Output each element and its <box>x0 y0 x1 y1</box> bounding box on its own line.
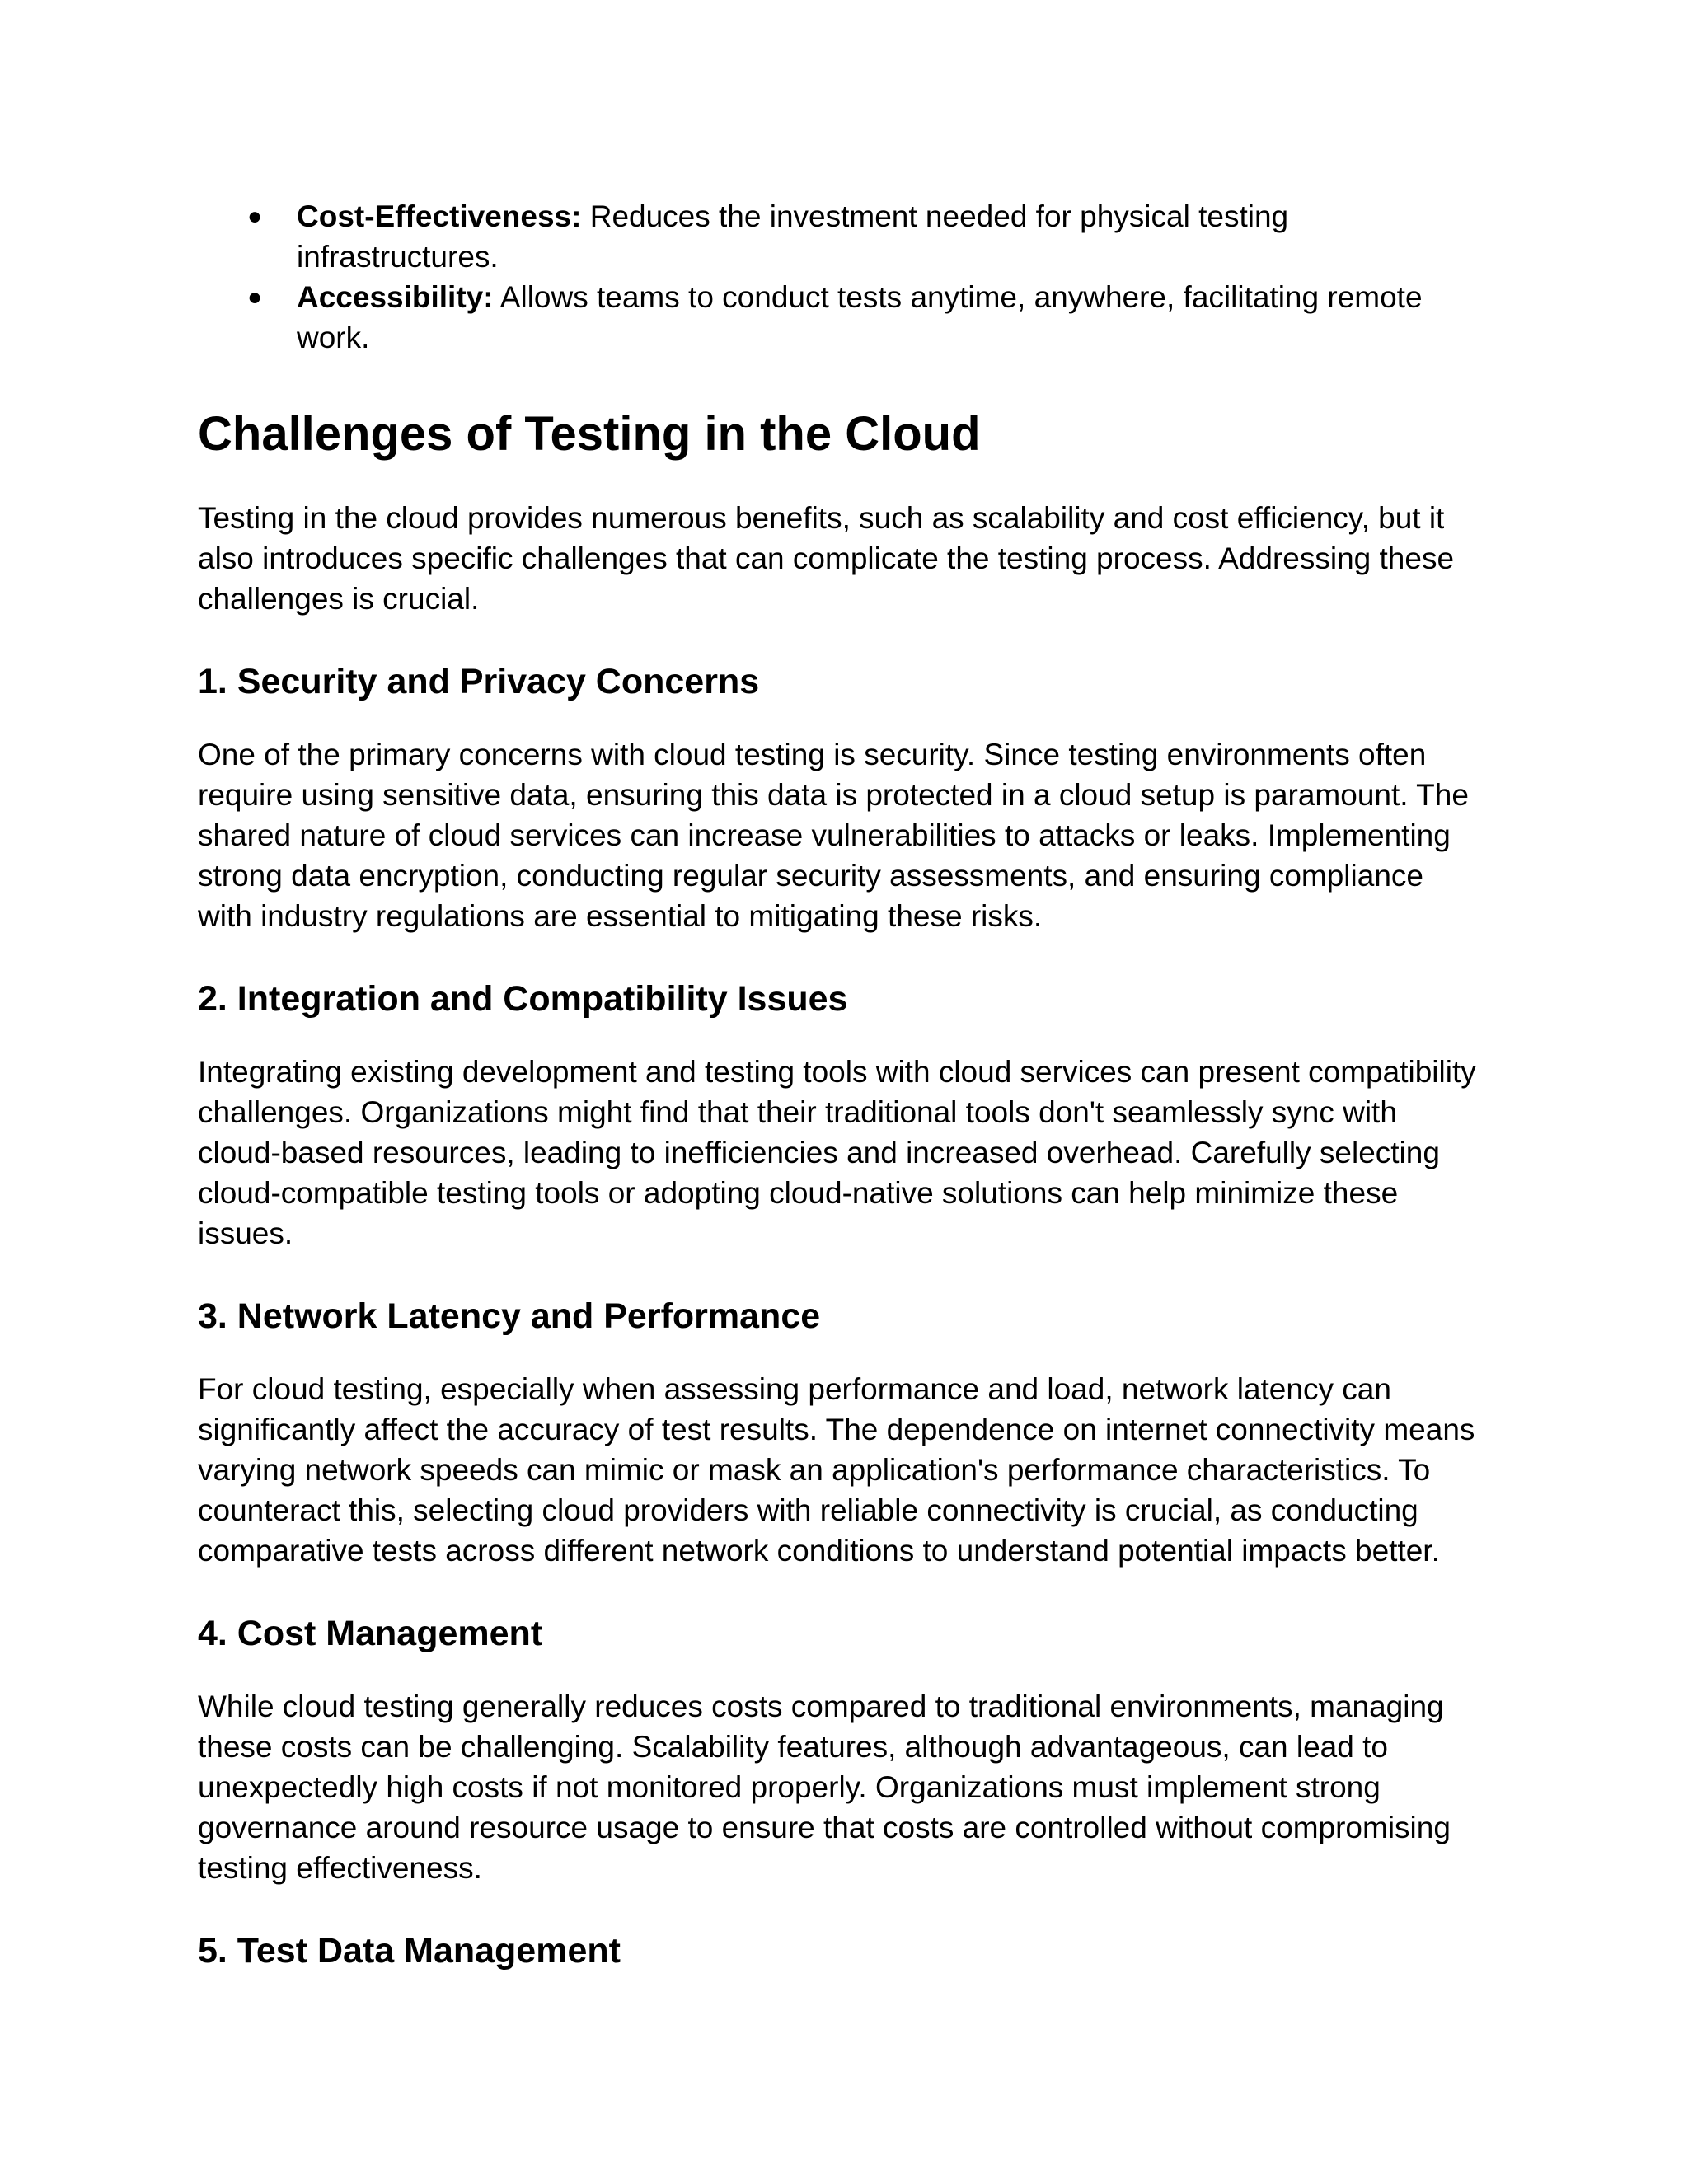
bullet-item-cost-effectiveness <box>198 196 1484 277</box>
intro-paragraph: Testing in the cloud provides numerous benefits, such as scalability and cost efficiency, but it also introduces specific challenges that can complicate the testing process. Addressing these challenges is crucial. <box>198 501 1455 616</box>
document-content <box>198 196 1484 1974</box>
bullet-item-accessibility <box>198 277 1484 358</box>
benefits-bullet-list <box>198 196 1484 358</box>
section-heading-test-data: 5. Test Data Management <box>198 1931 621 1971</box>
section-heading-network: 3. Network Latency and Performance <box>198 1296 821 1336</box>
section-body-cost: While cloud testing generally reduces costs compared to traditional environments, managing these costs can be challenging. Scalability features, although advantageous, can lead to unexpectedly high costs if not monitored properly. Organizations must implement strong governance around resource usage to ensure that costs are controlled without compromising testing effectiveness. <box>198 1690 1451 1885</box>
bullet-term: Accessibility: <box>297 280 494 314</box>
bullet-icon: ● <box>247 203 263 230</box>
section-heading-integration: 2. Integration and Compatibility Issues <box>198 979 848 1019</box>
section-body-security: One of the primary concerns with cloud testing is security. Since testing environments often require using sensitive data, ensuring this data is protected in a cloud setup is paramount. The shared nature of cloud services can increase vulnerabilities to attacks or leaks. Implementing strong data encryption, conducting regular security assessments, and ensuring compliance with industry regulations are essential to mitigating these risks. <box>198 738 1469 933</box>
section-heading-cost: 4. Cost Management <box>198 1614 543 1653</box>
bullet-term: Cost-Effectiveness: <box>297 199 582 233</box>
section-body-network: For cloud testing, especially when assessing performance and load, network latency can significantly affect the accuracy of test results. The dependence on internet connectivity means varying network speeds can mimic or mask an application's performance characteristics. To counteract this, selecting cloud providers with reliable connectivity is crucial, as conducting comparative tests across different network conditions to understand potential impacts better. <box>198 1372 1475 1568</box>
section-body-integration: Integrating existing development and testing tools with cloud services can present compatibility challenges. Organizations might find that their traditional tools don't seamlessly sync with cloud-based resources, leading to inefficiencies and increased overhead. Carefully selecting cloud-compatible testing tools or adopting cloud-native solutions can help minimize these issues. <box>198 1055 1476 1250</box>
bullet-icon: ● <box>247 284 263 311</box>
section-heading-security: 1. Security and Privacy Concerns <box>198 662 760 701</box>
bullet-text: Allows teams to conduct tests anytime, anywhere, facilitating remote work. <box>297 280 1423 354</box>
bullet-text: Reduces the investment needed for physical testing infrastructures. <box>297 199 1289 274</box>
page-title: Challenges of Testing in the Cloud <box>198 407 981 461</box>
